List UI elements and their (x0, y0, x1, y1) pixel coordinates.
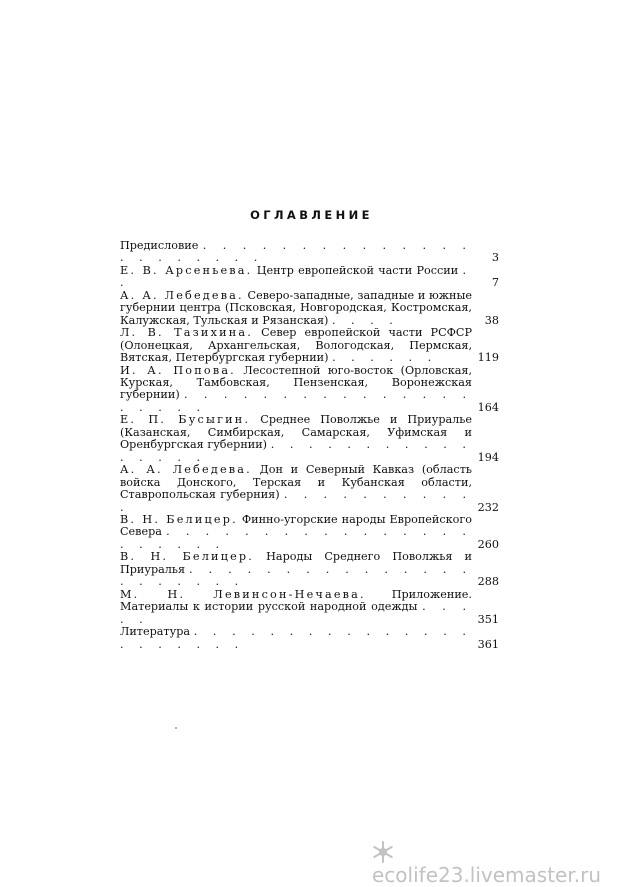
toc-entry-popova[interactable] (120, 365, 502, 415)
entry-title: Лесостепной юго-восток (Орловская, Курская, Тамбовская, Пензенская, Воронежская губернии) (120, 363, 473, 402)
toc-entry-belitser-volga[interactable] (120, 551, 502, 588)
entry-title: Приложение. Материалы к истории русской народной одежды (120, 587, 472, 614)
toc-entry-lebedeva-center[interactable] (120, 290, 502, 327)
toc-entry-belitser-north[interactable] (120, 514, 502, 551)
entry-author: М. Н. Левинсон-Нечаева. (120, 587, 366, 601)
toc-entry-busygin[interactable] (120, 414, 502, 464)
toc-entry-literature[interactable] (120, 626, 502, 651)
table-of-contents (120, 240, 502, 651)
entry-title: Литература (120, 625, 191, 639)
dot-leader: . . . . . . . . . . . . . . . . . . . . . . (120, 562, 472, 589)
entry-author: И. А. Попова. (120, 363, 236, 377)
entry-title: Финно-угорские народы Европейского Севера (120, 512, 472, 539)
toc-entry-tazikhina[interactable] (120, 327, 502, 364)
scan-speck (175, 727, 177, 729)
dot-leader: . . . . . . . . . . . . . . . . . . . . . . (120, 239, 472, 265)
dot-leader: . . . . . . . . . . . . . . . . . . . . (120, 388, 472, 414)
page-number: 194 (477, 450, 499, 464)
page-number: 351 (477, 612, 499, 626)
watermark-text: ecolife23.livemaster.ru (372, 863, 602, 887)
entry-author: В. Н. Белицер. (120, 512, 238, 526)
dot-leader: . . (120, 263, 472, 290)
dot-leader: . . . . . . . . . . . (120, 488, 473, 514)
entry-title: Среднее Поволжье и Приуралье (Казанская, Симбирская, Самарская, Уфимская и Оренбургская губернии) (120, 413, 472, 452)
entry-author: Л. В. Тазихина. (120, 326, 254, 340)
page-number: 288 (477, 575, 499, 589)
page-number: 7 (491, 276, 499, 290)
watermark (372, 839, 623, 887)
entry-author: А. А. Лебедева. (120, 463, 252, 477)
entry-title: Народы Среднего Поволжья и Приуралья (120, 550, 472, 576)
dot-leader: . . . . . . . . . . . . . . . . . . . . . . (120, 525, 472, 551)
entry-title: Северо-западные, западные и южные губернии центра (Псковская, Новгородская, Костромская, Калужская, Тульская и Рязанская) (120, 288, 472, 327)
page-number: 3 (491, 251, 499, 265)
entry-author: А. А. Лебедева. (120, 288, 244, 302)
page-number: 232 (477, 500, 499, 514)
toc-entry-arsenyeva[interactable] (120, 265, 502, 290)
entry-author: В. Н. Белицер. (120, 550, 255, 564)
toc-entry-preface[interactable] (120, 240, 502, 265)
entry-title: Север европейской части РСФСР (Олонецкая, Архангельская, Вологодская, Пермская, Вятская, Петербургская губернии) (120, 326, 473, 365)
entry-title: Предисловие (120, 239, 199, 252)
dot-leader: . . . . . (120, 600, 473, 626)
snowflake-icon (372, 841, 394, 863)
page-number: 361 (477, 637, 499, 651)
dot-leader: . . . . . . (332, 351, 438, 365)
page-number: 260 (477, 537, 499, 551)
toc-title: ОГЛАВЛЕНИЕ (250, 208, 373, 222)
page-number: 38 (484, 313, 499, 327)
toc-entry-levinson[interactable] (120, 589, 502, 626)
dot-leader: . . . . . . . . . . . . . . . . . . . . . . (120, 625, 472, 651)
entry-author: Е. В. Арсеньева. (120, 263, 253, 277)
entry-title: Центр европейской части России (256, 263, 459, 277)
dot-leader: . . . . . . . . . . . . . . . . (120, 438, 472, 464)
page-number: 164 (477, 400, 499, 414)
entry-author: Е. П. Бусыгин. (120, 413, 251, 427)
entry-title: Дон и Северный Кавказ (область войска Донского, Терская и Кубанская области, Ставропольская губерния) (120, 463, 472, 502)
dot-leader: . . . . (331, 313, 399, 327)
toc-entry-lebedeva-don[interactable] (120, 464, 502, 514)
page-number: 119 (477, 351, 499, 365)
